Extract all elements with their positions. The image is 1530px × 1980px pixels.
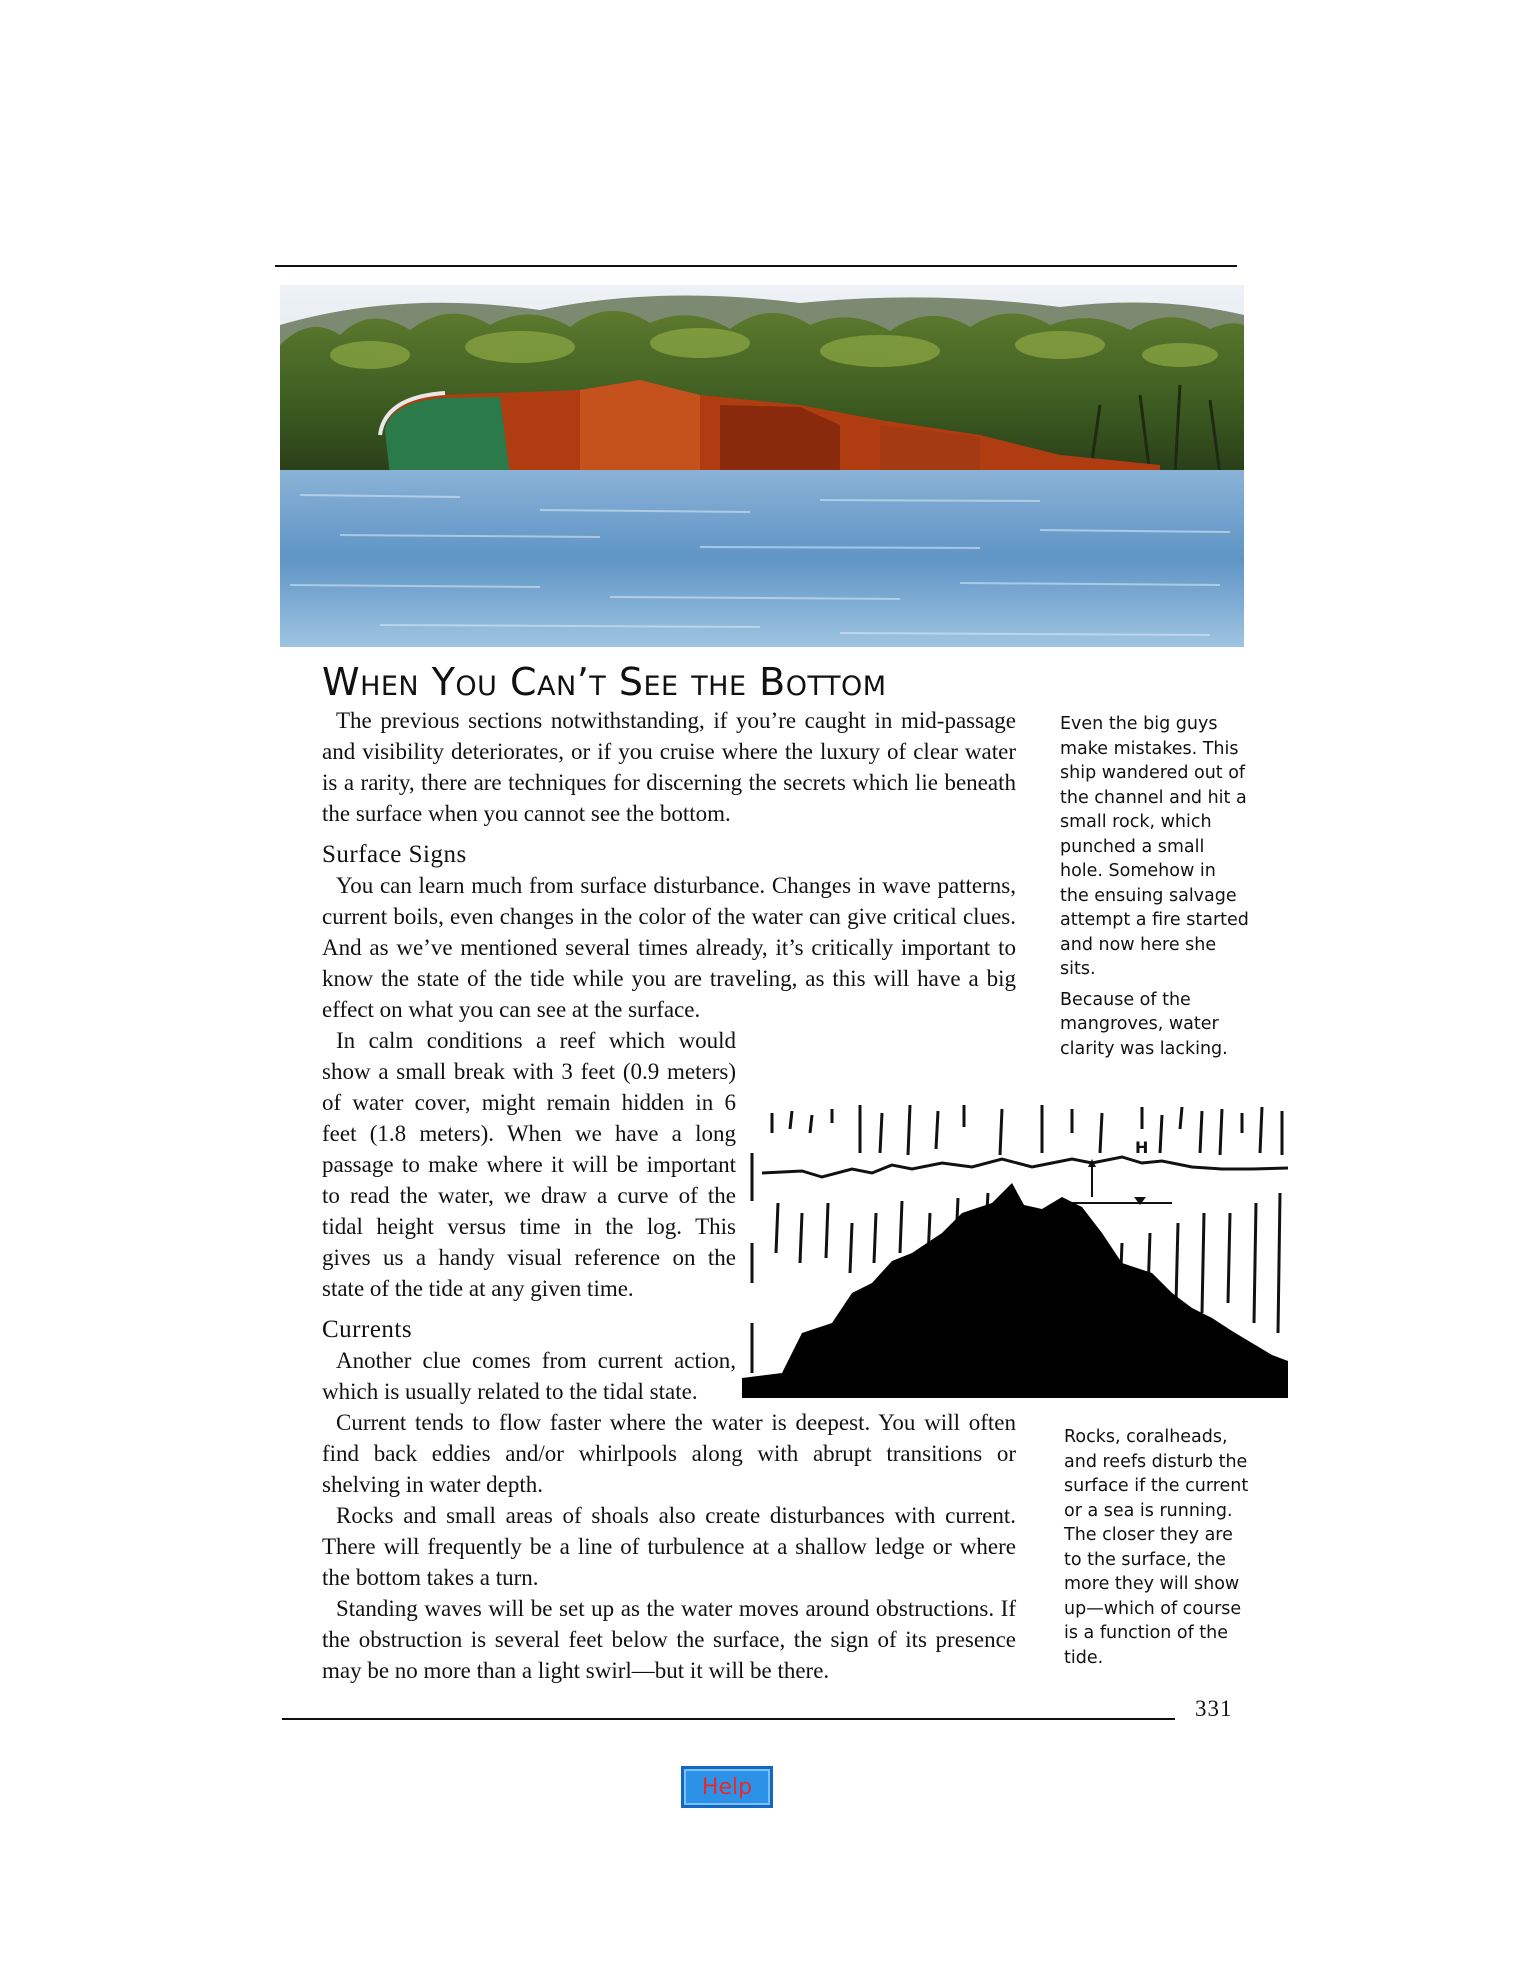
diagram-label-h: H [1135,1138,1149,1157]
photo-caption-text-1: Even the big guys make mistakes. This ship wandered out of the channel and hit a small rock, which punched a small hole. Somehow in the ensuing salvage attempt a fire started and now here she sits. [1060,714,1249,979]
currents-paragraph-1: Another clue comes from current action, which is usually related to the tidal state. [322,1348,736,1404]
surface-signs-paragraph-2: In calm conditions a reef which would show a small break with 3 feet (0.9 meters) of water cover, might remain hidden in 6 feet (1.8 meters). When we have a long passage to make where it will be important to read the water, we draw a curve of the tidal height versus time in the log. This gives us a handy visual reference on the state of the tide at any given time. [322,1028,736,1301]
diagram-caption [1064,1425,1250,1676]
surface-signs-paragraph-1: You can learn much from surface disturbance. Changes in wave patterns, current boils, even changes in the color of the water can give critical clues. And as we’ve mentioned several times already, it’s critically important to know the state of the tide while you are traveling, as this will have a big effect on what you can see at the surface. [322,873,1016,1022]
top-rule [275,265,1237,267]
surface-signs-heading: Surface Signs [322,841,467,868]
currents-paragraph-2: Current tends to flow faster where the water is deepest. You will often find back eddies and/or whirlpools along with abrupt transitions or shelving in water depth. [322,1410,1016,1497]
diagram-caption-text: Rocks, coralheads, and reefs disturb the surface if the current or a sea is running. The closer they are to the surface, the more they will show up—which of course is a function of the tide. [1064,1427,1249,1668]
page-title: When You Can’t See the Bottom [322,660,887,704]
bottom-rule [282,1718,1175,1720]
intro-paragraph: The previous sections notwithstanding, if you’re caught in mid-passage and visibility deteriorates, or if you cruise where the luxury of clear water is a rarity, there are techniques for discerning the secrets which lie beneath the surface when you cannot see the bottom. [322,708,1016,826]
shipwreck-photo [280,285,1244,647]
photo-caption-text-2: Because of the mangroves, water clarity was lacking. [1060,989,1228,1059]
help-button[interactable]: Help [681,1766,773,1808]
photo-caption [1060,712,1250,1067]
page-number: 331 [1195,1696,1233,1721]
currents-paragraph-3: Rocks and small areas of shoals also create disturbances with current. There will frequently be a line of turbulence at a shallow ledge or where the bottom takes a turn. [322,1503,1016,1590]
reef-diagram [742,1093,1288,1398]
currents-heading: Currents [322,1316,413,1343]
currents-paragraph-4: Standing waves will be set up as the water moves around obstructions. If the obstruction is several feet below the surface, the sign of its presence may be no more than a light swirl—but it will be there. [322,1596,1016,1683]
